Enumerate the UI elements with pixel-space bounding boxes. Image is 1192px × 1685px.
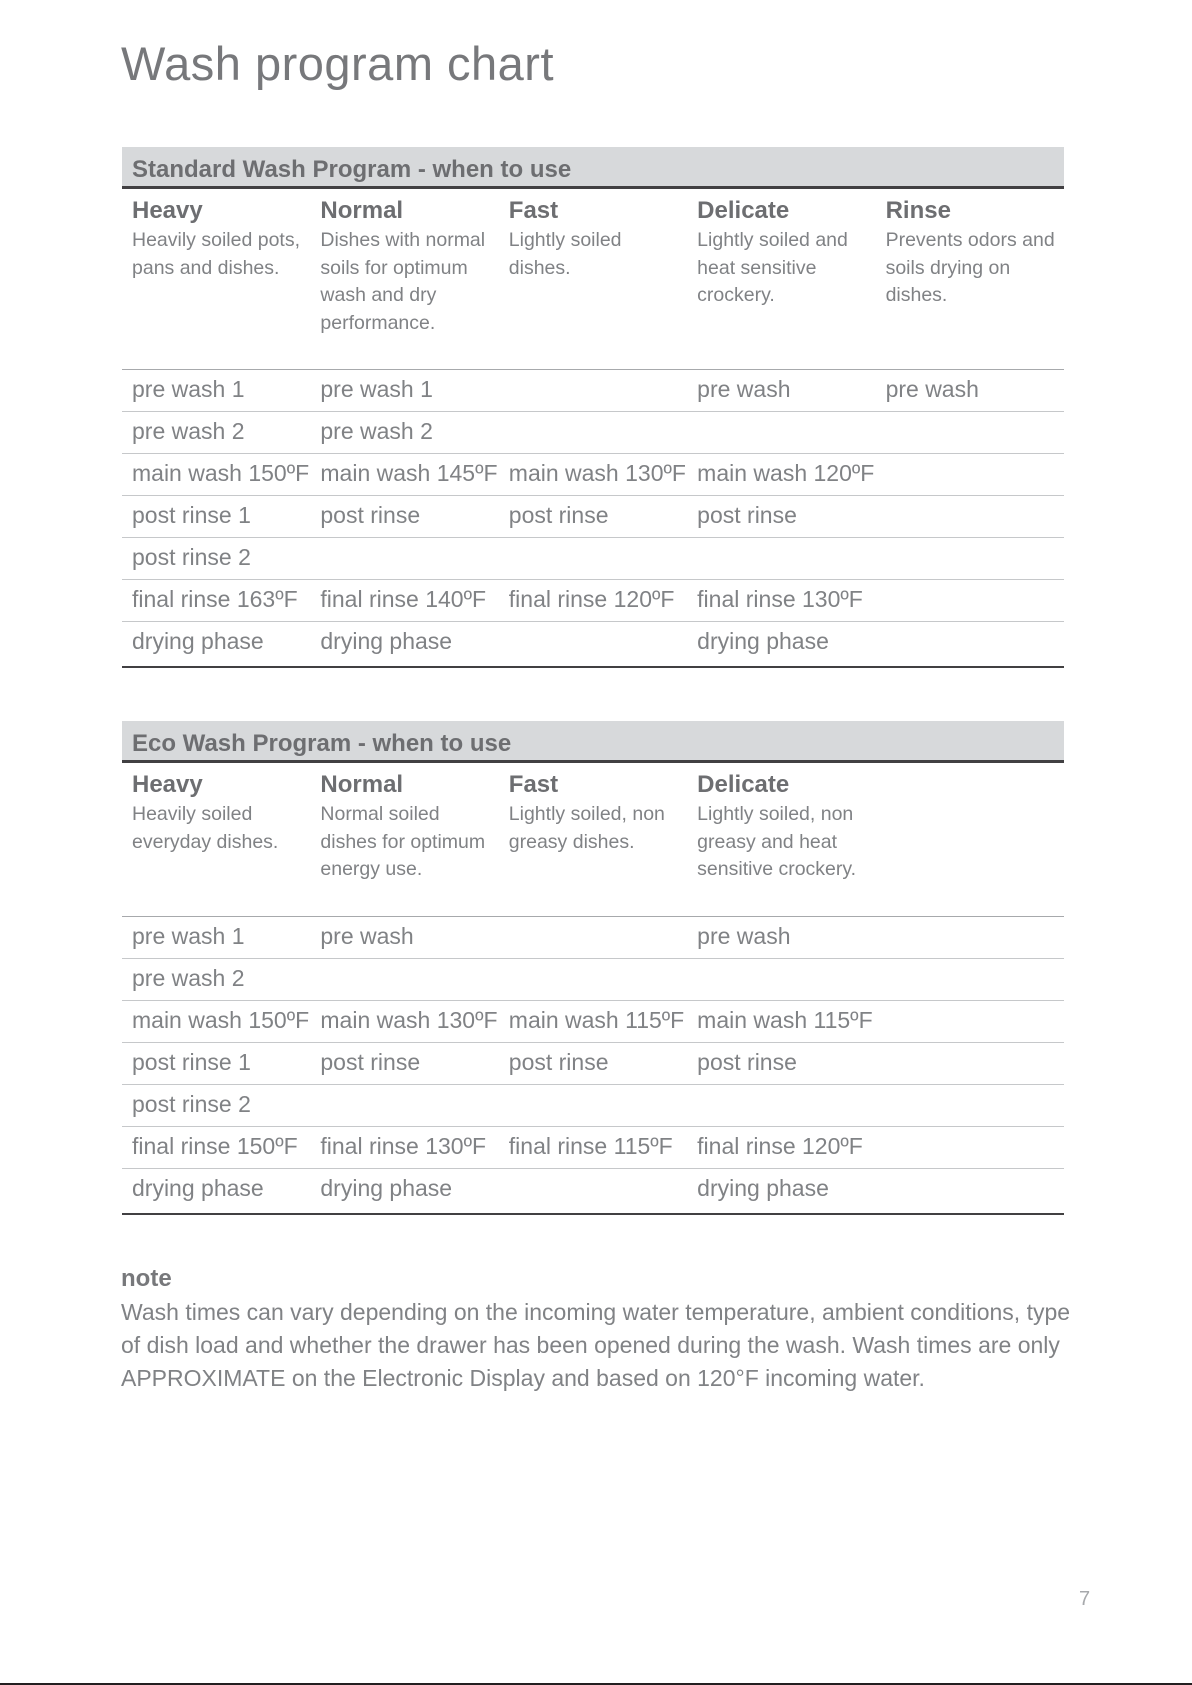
column-name: Delicate bbox=[697, 197, 790, 224]
standard-wash-table bbox=[122, 147, 1064, 668]
table-cell bbox=[310, 538, 498, 579]
table-cell: drying phase bbox=[320, 628, 453, 654]
table-cell bbox=[499, 412, 687, 453]
table-cell bbox=[876, 1043, 1064, 1084]
table-cell: pre wash 2 bbox=[320, 418, 433, 444]
table-row bbox=[122, 538, 1064, 580]
table-cell bbox=[499, 370, 687, 411]
column-description: Heavily soiled pots, pans and dishes. bbox=[132, 229, 300, 279]
table-cell: main wash 150ºF bbox=[132, 460, 310, 486]
column-description: Prevents odors and soils drying on dishes. bbox=[885, 229, 1055, 306]
table-cell: drying phase bbox=[132, 628, 264, 654]
column-name: Normal bbox=[320, 771, 404, 798]
standard-col-fast bbox=[499, 189, 687, 369]
table-cell bbox=[876, 496, 1064, 537]
table-cell: pre wash bbox=[320, 923, 414, 949]
table-cell bbox=[310, 1085, 498, 1126]
table-cell: pre wash 1 bbox=[132, 376, 245, 402]
column-name: Heavy bbox=[132, 771, 203, 798]
table-cell bbox=[876, 1169, 1064, 1213]
table-cell: main wash 130ºF bbox=[320, 1007, 498, 1033]
table-cell: post rinse 2 bbox=[132, 1091, 251, 1117]
column-name: Fast bbox=[508, 197, 559, 224]
table-row bbox=[122, 622, 1064, 668]
table-cell: pre wash 2 bbox=[132, 418, 245, 444]
table-cell: post rinse bbox=[508, 1049, 609, 1075]
table-cell bbox=[499, 959, 687, 1000]
eco-col-heavy bbox=[122, 763, 310, 916]
column-description: Dishes with normal soils for optimum wash and dry performance. bbox=[320, 229, 486, 334]
table-cell: pre wash 1 bbox=[132, 923, 245, 949]
table-cell: drying phase bbox=[697, 1175, 829, 1201]
table-cell: final rinse 150ºF bbox=[132, 1133, 298, 1159]
table-cell: final rinse 120ºF bbox=[508, 586, 675, 612]
column-name: Delicate bbox=[697, 771, 790, 798]
note-text: Wash times can vary depending on the incoming water temperature, ambient conditions, type of dish load and whether the drawer has been opened during the wash. Wash times are only APPROXIMATE on the Electronic Display and based on 120°F incoming water. bbox=[121, 1299, 1071, 1391]
table-cell: final rinse 120ºF bbox=[697, 1133, 863, 1159]
table-cell bbox=[499, 622, 687, 666]
table-cell bbox=[499, 1169, 687, 1213]
table-cell: main wash 115ºF bbox=[697, 1007, 873, 1033]
table-cell bbox=[499, 917, 687, 958]
table-row bbox=[122, 412, 1064, 454]
table-cell: final rinse 140ºF bbox=[320, 586, 487, 612]
eco-col-fast bbox=[499, 763, 687, 916]
table-row bbox=[122, 580, 1064, 622]
table-cell: final rinse 130ºF bbox=[320, 1133, 487, 1159]
column-name: Heavy bbox=[132, 197, 203, 224]
table-row bbox=[122, 454, 1064, 496]
standard-col-normal bbox=[310, 189, 498, 369]
column-description: Normal soiled dishes for optimum energy use. bbox=[320, 803, 486, 880]
eco-table-header: Eco Wash Program - when to use bbox=[122, 721, 1064, 763]
column-name: Rinse bbox=[885, 197, 951, 224]
table-cell: drying phase bbox=[320, 1175, 453, 1201]
column-description: Lightly soiled, non greasy dishes. bbox=[508, 803, 665, 853]
table-cell: final rinse 130ºF bbox=[697, 586, 863, 612]
standard-column-headers bbox=[122, 189, 1064, 369]
table-row bbox=[122, 959, 1064, 1001]
table-cell bbox=[876, 622, 1064, 666]
table-row bbox=[122, 370, 1064, 412]
table-cell bbox=[687, 1085, 875, 1126]
table-cell bbox=[876, 454, 1064, 495]
table-cell: post rinse bbox=[697, 502, 797, 528]
table-row bbox=[122, 1043, 1064, 1085]
eco-col-normal bbox=[310, 763, 498, 916]
table-cell: pre wash 2 bbox=[132, 965, 245, 991]
page-number: 7 bbox=[1079, 1588, 1091, 1610]
table-cell: main wash 115ºF bbox=[508, 1007, 685, 1033]
table-cell: drying phase bbox=[132, 1175, 264, 1201]
page-title: Wash program chart bbox=[121, 37, 555, 90]
table-cell: post rinse bbox=[320, 502, 421, 528]
table-cell bbox=[876, 959, 1064, 1000]
table-cell: post rinse 1 bbox=[132, 1049, 251, 1075]
table-cell: post rinse bbox=[508, 502, 609, 528]
standard-col-heavy bbox=[122, 189, 310, 369]
table-cell: final rinse 115ºF bbox=[508, 1133, 673, 1159]
standard-table-body bbox=[122, 369, 1064, 668]
table-row bbox=[122, 496, 1064, 538]
table-cell bbox=[687, 959, 875, 1000]
table-cell: pre wash bbox=[885, 376, 979, 402]
table-row bbox=[122, 1001, 1064, 1043]
table-cell: pre wash bbox=[697, 923, 791, 949]
table-cell: post rinse 2 bbox=[132, 544, 251, 570]
table-cell: main wash 120ºF bbox=[697, 460, 875, 486]
table-cell: final rinse 163ºF bbox=[132, 586, 298, 612]
standard-col-delicate bbox=[687, 189, 875, 369]
table-cell: post rinse bbox=[320, 1049, 421, 1075]
column-description: Lightly soiled dishes. bbox=[508, 229, 622, 279]
table-cell bbox=[876, 1001, 1064, 1042]
eco-col-empty bbox=[876, 763, 1064, 916]
table-row bbox=[122, 917, 1064, 959]
table-cell bbox=[876, 1085, 1064, 1126]
table-cell: pre wash bbox=[697, 376, 791, 402]
standard-table-header: Standard Wash Program - when to use bbox=[122, 147, 1064, 189]
table-row bbox=[122, 1169, 1064, 1215]
standard-col-rinse bbox=[876, 189, 1064, 369]
table-cell: post rinse bbox=[697, 1049, 797, 1075]
table-cell: main wash 150ºF bbox=[132, 1007, 310, 1033]
eco-col-delicate bbox=[687, 763, 875, 916]
table-cell: main wash 145ºF bbox=[320, 460, 498, 486]
note-heading: note bbox=[121, 1265, 172, 1292]
column-description: Lightly soiled, non greasy and heat sensitive crockery. bbox=[697, 803, 857, 880]
table-cell bbox=[687, 412, 875, 453]
table-row bbox=[122, 1085, 1064, 1127]
table-cell: drying phase bbox=[697, 628, 829, 654]
table-cell bbox=[499, 1085, 687, 1126]
column-description: Heavily soiled everyday dishes. bbox=[132, 803, 279, 853]
table-cell bbox=[876, 917, 1064, 958]
table-cell bbox=[499, 538, 687, 579]
eco-wash-table bbox=[122, 721, 1064, 1215]
table-cell bbox=[876, 580, 1064, 621]
table-cell bbox=[876, 538, 1064, 579]
table-cell: pre wash 1 bbox=[320, 376, 433, 402]
table-row bbox=[122, 1127, 1064, 1169]
eco-column-headers bbox=[122, 763, 1064, 916]
table-cell bbox=[687, 538, 875, 579]
column-name: Fast bbox=[508, 771, 559, 798]
table-cell bbox=[876, 1127, 1064, 1168]
eco-table-body bbox=[122, 916, 1064, 1215]
table-cell: post rinse 1 bbox=[132, 502, 251, 528]
table-cell: main wash 130ºF bbox=[508, 460, 686, 486]
table-cell bbox=[876, 412, 1064, 453]
column-description: Lightly soiled and heat sensitive crockery. bbox=[697, 229, 848, 306]
table-cell bbox=[310, 959, 498, 1000]
column-name: Normal bbox=[320, 197, 404, 224]
